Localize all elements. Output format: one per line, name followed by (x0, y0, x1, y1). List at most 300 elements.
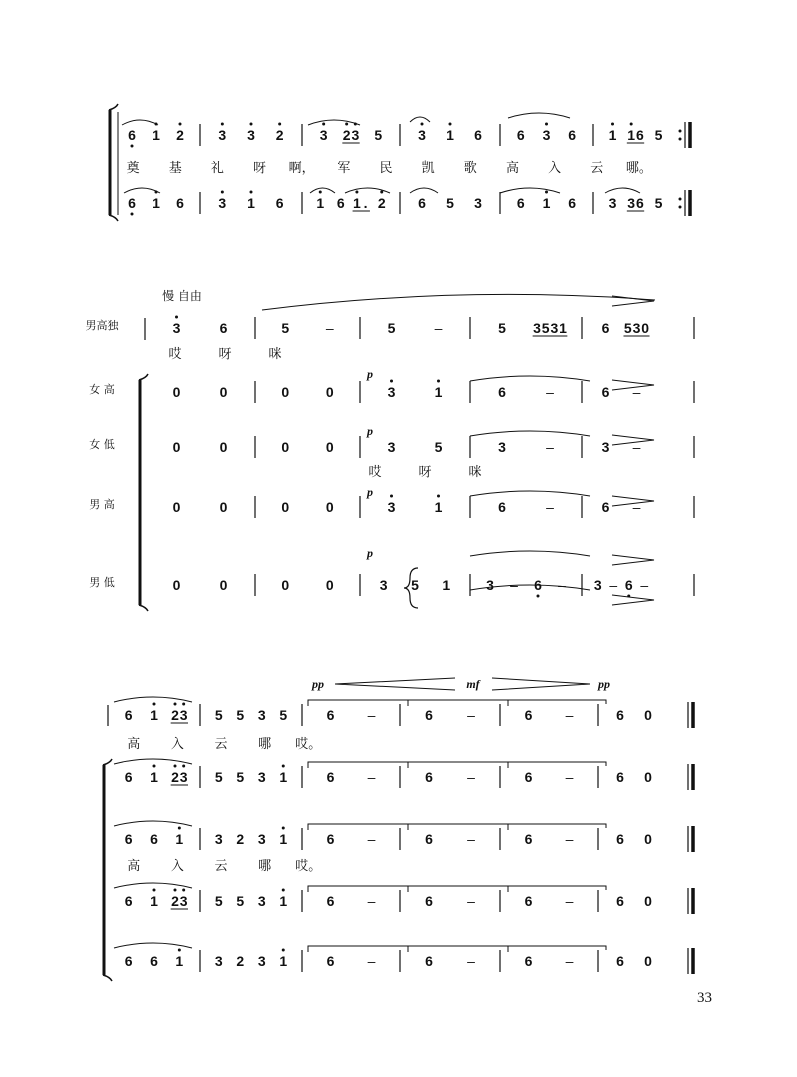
note: 5 (434, 439, 443, 455)
note: 5 (541, 320, 550, 336)
bracket-hook (103, 759, 112, 765)
octave-dot-high (179, 123, 182, 126)
note: 5 (498, 320, 506, 336)
octave-dot-low (537, 595, 540, 598)
octave-dot-high (250, 123, 253, 126)
dash: – (565, 893, 574, 909)
octave-dot-high (175, 316, 178, 319)
note: 1 (279, 769, 288, 785)
note: 0 (644, 893, 652, 909)
slur (470, 491, 590, 496)
lyric: 啊， (288, 161, 315, 176)
part-label: 女 高 (89, 383, 115, 396)
note: 0 (172, 384, 181, 400)
note: 5 (623, 320, 632, 336)
note: 0 (644, 707, 652, 723)
note: 6 (616, 707, 624, 723)
lyric: 高 (505, 161, 519, 176)
note: 3 (593, 577, 602, 593)
octave-dot-high (221, 191, 224, 194)
note: 3 (550, 320, 559, 336)
slur (410, 188, 438, 193)
lyric: 入 (170, 737, 184, 752)
octave-dot-high (153, 889, 156, 892)
note: 5 (654, 195, 663, 211)
dash: – (434, 320, 443, 336)
lyric: 云 (590, 161, 604, 176)
repeat-dot (679, 206, 682, 209)
dash: – (632, 499, 641, 515)
note: 1 (446, 127, 454, 143)
octave-dot-high (630, 123, 633, 126)
note: 1 (442, 577, 451, 593)
note: 6 (418, 195, 426, 211)
octave-dot-high (322, 123, 325, 126)
lyric: 哎 (168, 347, 182, 362)
note: 1 (627, 127, 636, 143)
lyric: 民 (379, 161, 393, 176)
note: 5 (374, 127, 383, 143)
note: 6 (124, 769, 133, 785)
octave-dot-high (390, 380, 393, 383)
note: 6 (326, 953, 335, 969)
bracket-hook (139, 374, 148, 380)
note: 6 (128, 195, 136, 211)
note: 1 (353, 195, 361, 211)
slur (114, 759, 192, 764)
tie (308, 700, 408, 706)
note: 6 (176, 195, 184, 211)
note: 0 (325, 384, 334, 400)
dash: – (609, 577, 618, 593)
note: 3 (387, 384, 396, 400)
note: 1 (150, 769, 158, 785)
bracket-hook (139, 605, 148, 611)
note: 3 (218, 195, 227, 211)
note: 3 (379, 577, 388, 593)
part-label: 女 低 (89, 438, 115, 451)
octave-dot-high (380, 191, 383, 194)
note: 3 (218, 127, 227, 143)
note: 6 (150, 831, 158, 847)
repeat-dot (679, 138, 682, 141)
note: 5 (387, 320, 396, 336)
octave-dot-high (178, 827, 181, 830)
slur (114, 883, 192, 888)
note: 3 (387, 499, 396, 515)
note: 0 (325, 577, 334, 593)
lyric: 哪。 (625, 161, 652, 176)
note: 1 (608, 127, 617, 143)
note: 0 (281, 577, 290, 593)
note: 2 (342, 127, 351, 143)
slur (470, 376, 590, 381)
tie (508, 886, 606, 892)
slur (114, 697, 192, 702)
page-number: 33 (697, 990, 712, 1006)
decrescendo-hairpin (492, 678, 590, 690)
note: 3 (387, 439, 396, 455)
note: 2 (275, 127, 284, 143)
crescendo-hairpin (335, 678, 455, 690)
slur (345, 188, 390, 193)
tie (308, 824, 408, 830)
note: 6 (474, 127, 482, 143)
bracket-hook (103, 975, 112, 981)
note: 2 (236, 831, 245, 847)
note: 2 (171, 893, 179, 909)
note: 2 (377, 195, 386, 211)
note: 5 (236, 707, 245, 723)
tie (308, 886, 408, 892)
note: 0 (644, 769, 652, 785)
decrescendo-hairpin (612, 595, 654, 605)
note: 3 (486, 577, 494, 593)
dash: – (640, 577, 649, 593)
octave-dot-high (545, 123, 548, 126)
lyric: 哎。 (295, 859, 322, 874)
note: 0 (172, 439, 181, 455)
note: 6 (524, 707, 533, 723)
tie (508, 946, 606, 952)
note: 0 (641, 320, 650, 336)
dash: – (367, 769, 376, 785)
note: 6 (524, 893, 533, 909)
tie (408, 946, 508, 952)
note: 3 (179, 893, 188, 909)
note: 6 (128, 127, 136, 143)
lyric: 高 (127, 737, 141, 752)
octave-dot-high (421, 123, 424, 126)
note: 6 (534, 577, 542, 593)
slur (470, 431, 590, 436)
note: 6 (516, 195, 525, 211)
note: 3 (257, 707, 266, 723)
note: 3 (351, 127, 360, 143)
decrescendo-hairpin (612, 555, 654, 565)
note: 5 (236, 769, 245, 785)
octave-dot-high (173, 703, 176, 706)
dash: – (367, 893, 376, 909)
lyric: 云 (214, 737, 228, 752)
repeat-dot (679, 198, 682, 201)
note: 1 (247, 195, 255, 211)
note: 1 (542, 195, 551, 211)
tie (308, 946, 408, 952)
note: 6 (568, 127, 577, 143)
slur (122, 120, 158, 125)
note: 6 (498, 499, 506, 515)
octave-dot-high (221, 123, 224, 126)
note: 6 (326, 707, 335, 723)
note: 5 (279, 707, 288, 723)
note: 3 (172, 320, 181, 336)
note: 6 (601, 499, 610, 515)
note: 6 (219, 320, 228, 336)
note: 3 (608, 195, 617, 211)
note: 3 (319, 127, 328, 143)
lyric: 歌 (463, 161, 477, 176)
note: 3 (257, 953, 266, 969)
note: 6 (616, 831, 624, 847)
note: 3 (257, 831, 266, 847)
note: 6 (524, 831, 533, 847)
note: 3 (542, 127, 551, 143)
note: 0 (172, 499, 181, 515)
dash: – (632, 384, 641, 400)
lyric: 哎 (368, 465, 382, 480)
note: 5 (214, 769, 223, 785)
note: . (363, 195, 368, 211)
octave-dot-high (282, 949, 285, 952)
note: 2 (176, 127, 184, 143)
octave-dot-high (437, 380, 440, 383)
lyric: 哎。 (295, 737, 322, 752)
note: 6 (524, 769, 533, 785)
lyric: 哪 (258, 737, 272, 752)
octave-dot-high (355, 191, 358, 194)
note: 0 (219, 499, 228, 515)
note: 0 (281, 499, 290, 515)
note: 0 (281, 439, 290, 455)
octave-dot-high (449, 123, 452, 126)
note: 1 (150, 893, 158, 909)
octave-dot-high (282, 889, 285, 892)
note: 5 (411, 577, 419, 593)
slur (410, 117, 430, 122)
note: 0 (644, 953, 652, 969)
lyric: 礼 (210, 161, 224, 176)
octave-dot-high (611, 123, 614, 126)
note: 6 (124, 953, 133, 969)
part-label: 男高独 (85, 319, 119, 332)
slur (308, 120, 360, 125)
note: 6 (124, 831, 133, 847)
slur (605, 188, 640, 193)
octave-dot-high (282, 765, 285, 768)
dash: – (565, 953, 574, 969)
note: 5 (236, 893, 245, 909)
note: 6 (124, 893, 133, 909)
note: 6 (326, 831, 335, 847)
note: 3 (257, 893, 266, 909)
note: 1 (152, 195, 160, 211)
tempo-marking: 慢 自由 (162, 289, 202, 303)
repeat-dot (679, 130, 682, 133)
lyric: 军 (337, 161, 351, 176)
note: 0 (281, 384, 290, 400)
octave-dot-high (182, 703, 185, 706)
note: 0 (644, 831, 652, 847)
note: 1 (434, 499, 443, 515)
note: 0 (325, 499, 334, 515)
phrase-slur (262, 294, 655, 310)
octave-dot-high (182, 765, 185, 768)
note: 1 (559, 320, 567, 336)
note: 6 (601, 384, 610, 400)
octave-dot-low (131, 145, 134, 148)
dash: – (546, 439, 554, 455)
note: 5 (654, 127, 663, 143)
slur (114, 821, 192, 826)
dynamic-mark: pp (598, 677, 610, 691)
lyric: 呀 (218, 347, 232, 362)
slur (470, 551, 590, 556)
note: 3 (179, 769, 188, 785)
note: 6 (635, 195, 644, 211)
tie (408, 700, 508, 706)
note: 0 (172, 577, 181, 593)
note: 6 (336, 195, 345, 211)
octave-dot-high (173, 765, 176, 768)
note: 1 (279, 893, 288, 909)
part-label: 男 高 (89, 498, 115, 511)
note: 2 (171, 707, 179, 723)
tie (308, 762, 408, 768)
note: 6 (601, 320, 610, 336)
lyric: 咪 (268, 347, 282, 362)
tie (508, 700, 606, 706)
note: 3 (632, 320, 641, 336)
part-label: 男 低 (89, 576, 115, 589)
dash: – (367, 831, 376, 847)
dynamic-mark: p (367, 367, 373, 381)
note: 3 (627, 195, 636, 211)
note: 6 (524, 953, 533, 969)
dash: – (546, 384, 554, 400)
note: 3 (179, 707, 188, 723)
lyric: 呀 (253, 161, 267, 176)
octave-dot-high (153, 703, 156, 706)
note: 1 (316, 195, 325, 211)
dash: – (467, 831, 475, 847)
note: 6 (635, 127, 644, 143)
dash: – (367, 707, 376, 723)
note: 6 (150, 953, 158, 969)
note: 3 (474, 195, 482, 211)
bracket-hook (109, 104, 118, 110)
lyric: 入 (548, 161, 562, 176)
note: 3 (247, 127, 255, 143)
note: 5 (281, 320, 290, 336)
dash: – (565, 707, 574, 723)
note: 6 (326, 769, 335, 785)
note: 3 (601, 439, 610, 455)
dash: – (467, 707, 475, 723)
dynamic-mark: p (367, 424, 373, 438)
dash: – (565, 831, 574, 847)
note: 6 (326, 893, 335, 909)
dynamic-mark: p (367, 485, 373, 499)
dash: – (467, 769, 475, 785)
note: 6 (568, 195, 577, 211)
tie (508, 762, 606, 768)
slur (114, 943, 192, 948)
note: 1 (175, 953, 184, 969)
dash: – (558, 577, 566, 593)
dash: – (325, 320, 334, 336)
octave-dot-high (250, 191, 253, 194)
tie (508, 824, 606, 830)
note: 6 (616, 769, 624, 785)
note: 5 (214, 893, 223, 909)
note: 3 (498, 439, 506, 455)
lyric: 基 (168, 161, 182, 176)
lyric: 咪 (468, 465, 482, 480)
note: 5 (446, 195, 454, 211)
slur (508, 113, 570, 118)
tie (408, 762, 508, 768)
dash: – (367, 953, 376, 969)
octave-dot-high (178, 949, 181, 952)
note: 6 (498, 384, 506, 400)
note: 1 (434, 384, 443, 400)
octave-dot-high (319, 191, 322, 194)
octave-dot-high (437, 495, 440, 498)
note: 6 (425, 707, 433, 723)
dash: – (467, 953, 475, 969)
tie (408, 886, 508, 892)
dash: – (632, 439, 641, 455)
note: 0 (325, 439, 334, 455)
note: 0 (219, 384, 228, 400)
octave-dot-high (182, 889, 185, 892)
note: 6 (616, 953, 624, 969)
note: 3 (418, 127, 426, 143)
lyric: 呀 (418, 465, 432, 480)
lyric: 入 (170, 859, 184, 874)
note: 6 (516, 127, 525, 143)
note: 6 (275, 195, 284, 211)
octave-dot-high (545, 191, 548, 194)
octave-dot-high (278, 123, 281, 126)
dynamic-mark: pp (312, 677, 324, 691)
note: 3 (257, 769, 266, 785)
note: 6 (425, 769, 433, 785)
octave-dot-high (345, 123, 348, 126)
slur (310, 188, 335, 193)
octave-dot-low (131, 213, 134, 216)
dash: – (510, 577, 518, 593)
lyric: 凯 (421, 161, 435, 176)
note: 6 (624, 577, 633, 593)
note: 6 (124, 707, 133, 723)
slur (500, 188, 560, 193)
lyric: 云 (214, 859, 228, 874)
note: 3 (214, 953, 223, 969)
bracket-hook (109, 215, 118, 221)
note: 6 (616, 893, 624, 909)
note: 6 (425, 831, 433, 847)
note: 6 (425, 953, 433, 969)
note: 0 (219, 577, 228, 593)
dynamic-mark: p (367, 546, 373, 560)
note: 1 (279, 831, 288, 847)
dynamic-mark: mf (466, 677, 480, 691)
octave-dot-high (282, 827, 285, 830)
octave-dot-high (173, 889, 176, 892)
note: 3 (533, 320, 541, 336)
lyric: 哪 (258, 859, 272, 874)
note: 2 (171, 769, 179, 785)
note: 1 (279, 953, 288, 969)
note: 0 (219, 439, 228, 455)
dash: – (467, 893, 475, 909)
dash: – (565, 769, 574, 785)
dash: – (546, 499, 554, 515)
octave-dot-high (390, 495, 393, 498)
note: 2 (236, 953, 245, 969)
